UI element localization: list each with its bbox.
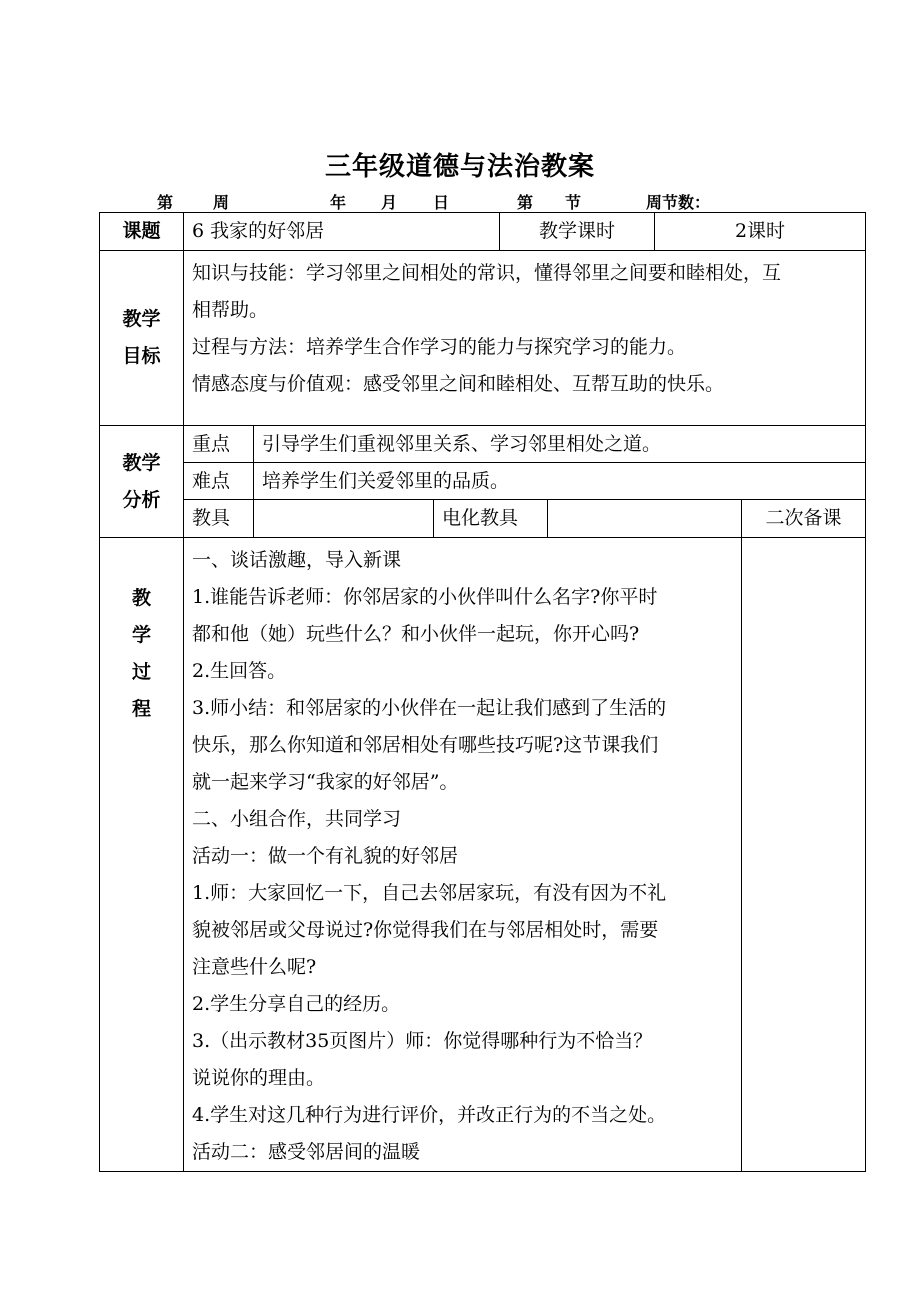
header-di2: 第 — [517, 193, 534, 212]
second-prep-area — [742, 538, 866, 1172]
goal-line: 知识与技能：学习邻里之间相处的常识，懂得邻里之间要和睦相处，互 — [192, 262, 782, 284]
process-label-char: 过 — [131, 661, 151, 683]
header-ri: 日 — [433, 193, 450, 212]
key-point-value: 引导学生们重视邻里关系、学习邻里相处之道。 — [254, 426, 866, 463]
process-line: 一、谈话激趣，导入新课 — [192, 549, 402, 571]
process-line: 二、小组合作，共同学习 — [192, 808, 402, 830]
process-line: 2.生回答。 — [192, 660, 287, 682]
header-di: 第 — [157, 193, 174, 212]
process-label-char: 学 — [131, 624, 151, 646]
difficult-point-label: 难点 — [184, 463, 254, 500]
header-yue: 月 — [381, 193, 398, 212]
process-line: 就一起来学习“我家的好邻居”。 — [192, 771, 459, 793]
goals-label — [100, 251, 184, 426]
analysis-label — [100, 426, 184, 538]
process-line: 4.学生对这几种行为进行评价，并改正行为的不当之处。 — [192, 1104, 667, 1126]
process-line: 快乐，那么你知道和邻居相处有哪些技巧呢?这节课我们 — [192, 734, 659, 756]
topic-label: 课题 — [100, 213, 184, 251]
goals-label-line1: 教学 — [122, 308, 161, 330]
media-tools-label: 电化教具 — [434, 500, 548, 538]
analysis-label-line2: 分析 — [122, 488, 161, 511]
process-line: 都和他（她）玩些什么？和小伙伴一起玩，你开心吗? — [192, 623, 640, 645]
key-point-label: 重点 — [184, 426, 254, 463]
goals-label-line2: 目标 — [122, 345, 161, 367]
process-line: 2.学生分享自己的经历。 — [192, 993, 401, 1015]
header-jie: 节 — [565, 193, 582, 212]
process-label — [100, 538, 184, 1172]
process-line: 注意些什么呢? — [192, 956, 317, 978]
process-line: 3.师小结：和邻居家的小伙伴在一起让我们感到了生活的 — [192, 697, 667, 719]
process-line: 1.师：大家回忆一下，自己去邻居家玩，有没有因为不礼 — [192, 882, 667, 904]
goal-line: 过程与方法：培养学生合作学习的能力与探究学习的能力。 — [192, 336, 687, 358]
process-line: 活动一：做一个有礼貌的好邻居 — [192, 845, 459, 867]
process-label-char: 教 — [131, 587, 151, 609]
hours-value: 2课时 — [655, 213, 866, 251]
process-line: 活动二：感受邻居间的温暖 — [192, 1141, 421, 1163]
goal-line: 情感态度与价值观：感受邻里之间和睦相处、互帮互助的快乐。 — [192, 373, 725, 395]
header-nian: 年 — [330, 193, 347, 212]
process-line: 3.（出示教材35页图片）师：你觉得哪种行为不恰当？ — [192, 1030, 653, 1052]
goal-line: 相帮助。 — [192, 299, 269, 321]
header-zhou: 周 — [213, 193, 230, 212]
process-line: 1.谁能告诉老师：你邻居家的小伙伴叫什么名字?你平时 — [192, 586, 658, 608]
tools-value — [254, 500, 434, 538]
topic-value: 6 我家的好邻居 — [184, 213, 500, 251]
process-content — [184, 538, 742, 1172]
process-line: 貌被邻居或父母说过?你觉得我们在与邻居相处时，需要 — [192, 919, 659, 941]
analysis-label-line1: 教学 — [122, 451, 161, 474]
media-tools-value — [548, 500, 742, 538]
process-label-char: 程 — [131, 698, 151, 720]
process-line: 说说你的理由。 — [192, 1067, 326, 1089]
lesson-plan-table — [99, 212, 866, 1172]
header-period-count: 周节数： — [646, 193, 711, 212]
goals-content — [184, 251, 866, 426]
page-title: 三年级道德与法治教案 — [324, 152, 595, 182]
second-prep-label: 二次备课 — [742, 500, 866, 538]
difficult-point-value: 培养学生们关爱邻里的品质。 — [254, 463, 866, 500]
hours-label: 教学课时 — [500, 213, 655, 251]
tools-label: 教具 — [184, 500, 254, 538]
